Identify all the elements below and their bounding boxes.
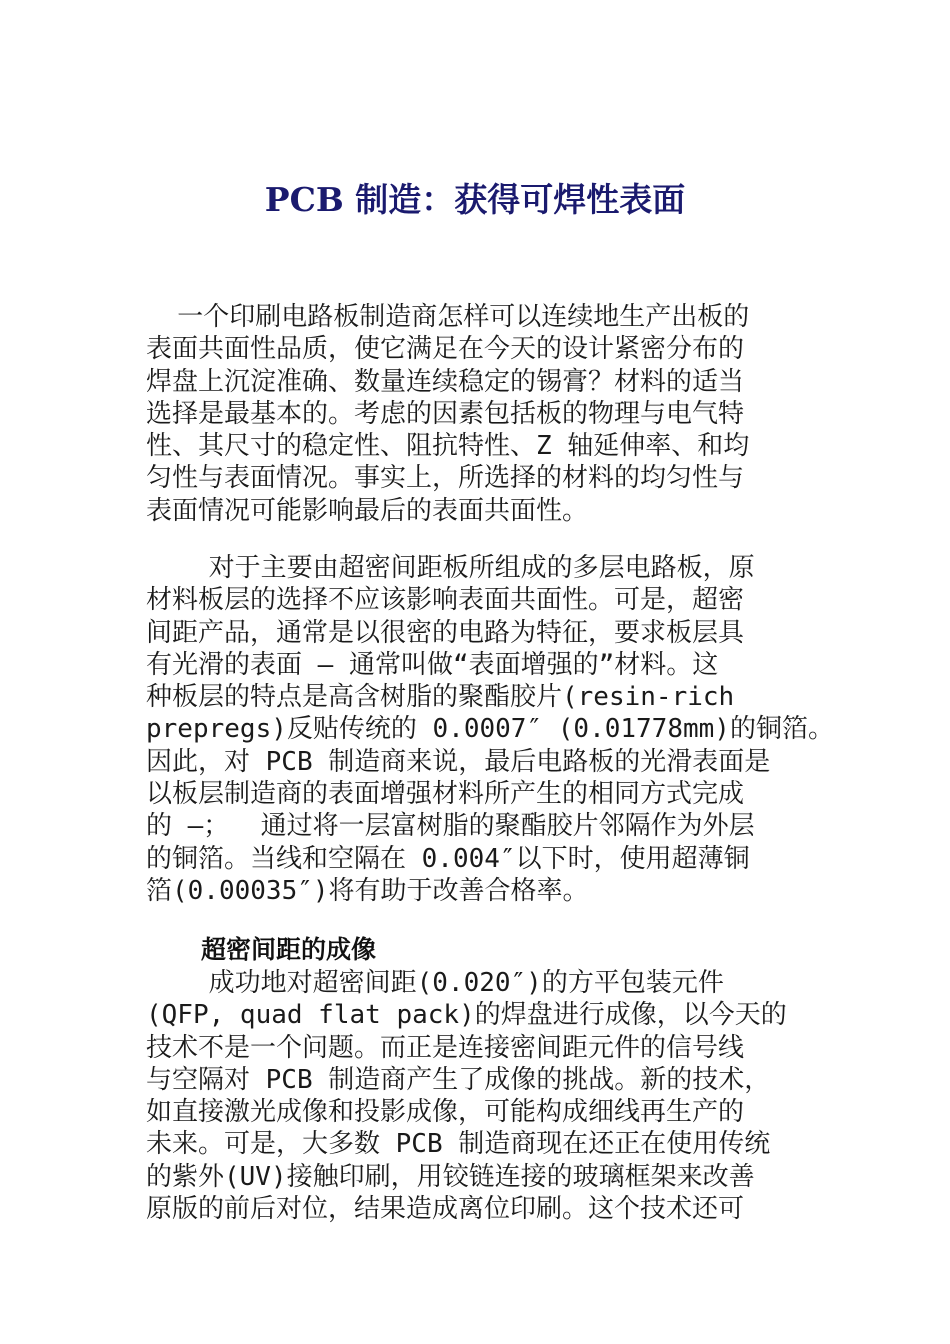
text-line: 性、其尺寸的稳定性、阻抗特性、Z 轴延伸率、和均 (146, 431, 750, 462)
text-line: (QFP, quad flat pack)的焊盘进行成像，以今天的 (146, 1000, 787, 1031)
text-line: 表面共面性品质，使它满足在今天的设计紧密分布的 (146, 334, 745, 365)
text-line: 技术不是一个问题。而正是连接密间距元件的信号线 (146, 1032, 745, 1063)
text-line: 匀性与表面情况。事实上，所选择的材料的均匀性与 (146, 463, 745, 494)
text-line: 材料板层的选择不应该影响表面共面性。可是，超密 (146, 585, 745, 616)
section-heading: 超密间距的成像 (201, 935, 377, 964)
text-line: 如直接激光成像和投影成像，可能构成细线再生产的 (146, 1097, 745, 1128)
text-line: 焊盘上沉淀准确、数量连续稳定的锡膏？材料的适当 (146, 366, 745, 397)
text-line: 间距产品，通常是以很密的电路为特征，要求板层具 (146, 617, 745, 648)
text-line: 选择是最基本的。考虑的因素包括板的物理与电气特 (146, 398, 745, 429)
text-line: 种板层的特点是高含树脂的聚酯胶片(resin-rich (146, 682, 735, 713)
text-line: prepregs)反贴传统的 0.0007″ (0.01778mm)的铜箔。 (146, 714, 834, 745)
document-title: PCB 制造：获得可焊性表面 (264, 180, 686, 219)
paragraph-intro (146, 301, 806, 527)
text-line: 的紫外(UV)接触印刷，用铰链连接的玻璃框架来改善 (146, 1161, 755, 1192)
text-line: 以板层制造商的表面增强材料所产生的相同方式完成 (146, 779, 745, 810)
text-line: 的 —； 通过将一层富树脂的聚酯胶片邻隔作为外层 (146, 811, 755, 842)
text-line: 与空隔对 PCB 制造商产生了成像的挑战。新的技术， (146, 1064, 771, 1095)
text-line: 有光滑的表面 — 通常叫做“表面增强的”材料。这 (146, 649, 719, 680)
text-line: 一个印刷电路板制造商怎样可以连续地生产出板的 (146, 302, 750, 332)
text-line: 因此，对 PCB 制造商来说，最后电路板的光滑表面是 (146, 746, 771, 777)
paragraph-imaging (146, 967, 806, 1225)
text-line: 成功地对超密间距(0.020″)的方平包装元件 (146, 968, 724, 998)
text-line: 未来。可是，大多数 PCB 制造商现在还正在使用传统 (146, 1129, 771, 1160)
paragraph-multilayer (146, 552, 834, 907)
text-line: 原版的前后对位，结果造成离位印刷。这个技术还可 (146, 1194, 745, 1225)
text-line: 的铜箔。当线和空隔在 0.004″以下时，使用超薄铜 (146, 843, 750, 874)
text-line: 表面情况可能影响最后的表面共面性。 (146, 495, 589, 526)
text-line: 箔(0.00035″)将有助于改善合格率。 (146, 875, 589, 906)
text-line: 对于主要由超密间距板所组成的多层电路板，原 (146, 553, 755, 583)
